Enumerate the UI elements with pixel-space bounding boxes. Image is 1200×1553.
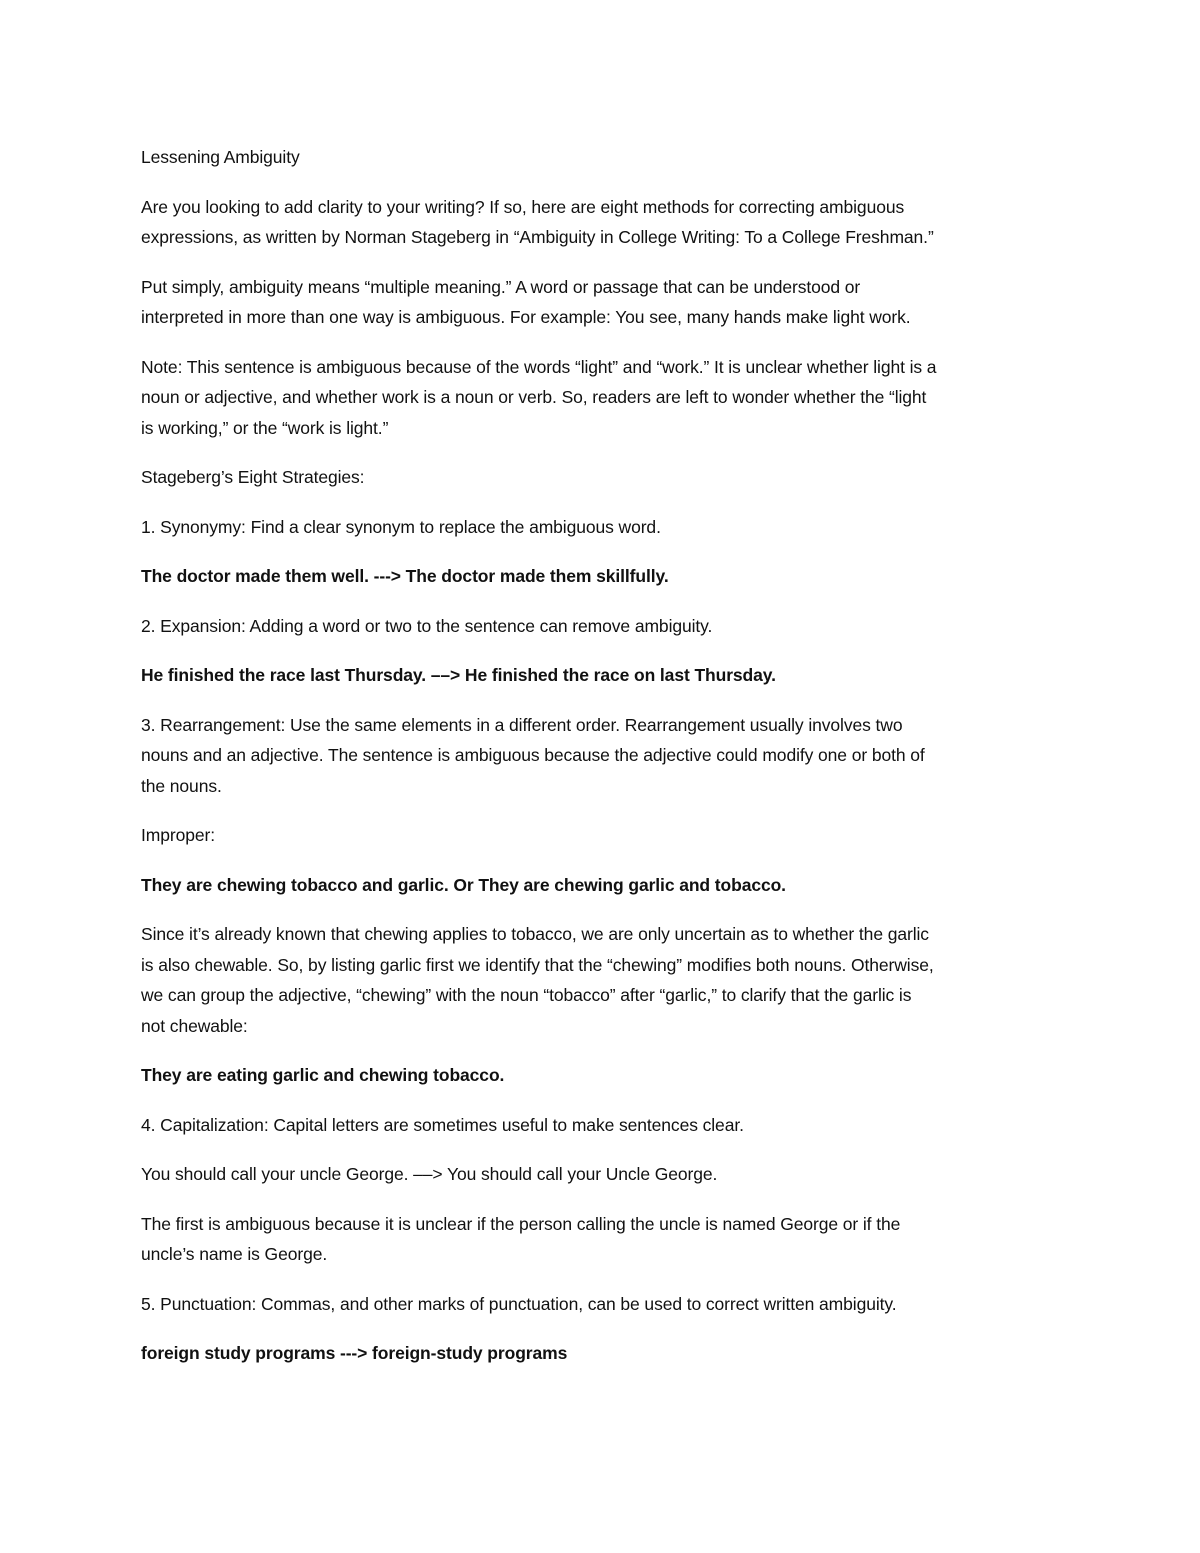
explanation-line: uncle’s name is George. — [141, 1244, 328, 1264]
strategy-3-line: the nouns. — [141, 775, 222, 796]
document-body — [141, 142, 1061, 1388]
improper-example-text: They are chewing tobacco and garlic. Or They are chewing garlic and tobacco. — [141, 874, 786, 895]
explanation-line: we can group the adjective, “chewing” with the noun “tobacco” after “garlic,” to clarify that the garlic is — [141, 985, 912, 1005]
strategy-3 — [141, 710, 1061, 802]
intro-line: Are you looking to add clarity to your writing? If so, here are eight methods for correcting ambiguous — [141, 196, 905, 217]
strategy-4-example-text: You should call your uncle George. ––> You should call your Uncle George. — [141, 1164, 718, 1184]
document-title — [141, 142, 1061, 173]
strategy-5-example — [141, 1338, 1061, 1369]
strategies-heading — [141, 462, 1061, 493]
strategy-1-example — [141, 561, 1061, 592]
strategy-3-example — [141, 1060, 1061, 1091]
strategies-heading-text: Stageberg’s Eight Strategies: — [141, 467, 365, 487]
strategy-4 — [141, 1110, 1061, 1141]
explanation-line: The first is ambiguous because it is unclear if the person calling the uncle is named George or if the — [141, 1213, 901, 1234]
explanation-line: is also chewable. So, by listing garlic first we identify that the “chewing” modifies both nouns. Otherwise, — [141, 954, 934, 975]
improper-label — [141, 820, 1061, 851]
strategy-5-text: 5. Punctuation: Commas, and other marks of punctuation, can be used to correct written ambiguity. — [141, 1293, 897, 1314]
strategy-2-text: 2. Expansion: Adding a word or two to the sentence can remove ambiguity. — [141, 615, 713, 636]
strategy-3-explanation — [141, 919, 1061, 1041]
strategy-1-example-text: The doctor made them well. ---> The doctor made them skillfully. — [141, 566, 669, 586]
note-paragraph — [141, 352, 1061, 444]
strategy-3-example-text: They are eating garlic and chewing tobacco. — [141, 1065, 505, 1085]
intro-paragraph — [141, 192, 1061, 253]
strategy-4-example — [141, 1159, 1061, 1190]
strategy-2-example — [141, 660, 1061, 691]
strategy-3-line: 3. Rearrangement: Use the same elements in a different order. Rearrangement usually involves two — [141, 714, 903, 735]
improper-example — [141, 870, 1061, 901]
definition-line: interpreted in more than one way is ambiguous. For example: You see, many hands make light work. — [141, 307, 911, 327]
strategy-2-example-text: He finished the race last Thursday. ––> He finished the race on last Thursday. — [141, 665, 776, 685]
note-line: is working,” or the “work is light.” — [141, 417, 389, 438]
strategy-3-line: nouns and an adjective. The sentence is ambiguous because the adjective could modify one or both of — [141, 745, 925, 765]
title-text: Lessening Ambiguity — [141, 147, 300, 167]
explanation-line: Since it’s already known that chewing applies to tobacco, we are only uncertain as to whether the garlic — [141, 924, 929, 944]
definition-line: Put simply, ambiguity means “multiple meaning.” A word or passage that can be understood or — [141, 276, 861, 297]
strategy-5 — [141, 1289, 1061, 1320]
strategy-4-text: 4. Capitalization: Capital letters are sometimes useful to make sentences clear. — [141, 1114, 744, 1135]
note-line: Note: This sentence is ambiguous because of the words “light” and “work.” It is unclear whether light is a — [141, 356, 937, 377]
strategy-1 — [141, 512, 1061, 543]
explanation-line: not chewable: — [141, 1015, 248, 1036]
strategy-5-example-text: foreign study programs ---> foreign-study programs — [141, 1343, 568, 1363]
strategy-1-text: 1. Synonymy: Find a clear synonym to replace the ambiguous word. — [141, 516, 661, 537]
strategy-2 — [141, 611, 1061, 642]
strategy-4-explanation — [141, 1209, 1061, 1270]
definition-paragraph — [141, 272, 1061, 333]
note-line: noun or adjective, and whether work is a noun or verb. So, readers are left to wonder whether the “light — [141, 387, 927, 407]
improper-label-text: Improper: — [141, 825, 215, 845]
intro-line: expressions, as written by Norman Stageberg in “Ambiguity in College Writing: To a College Freshman.” — [141, 227, 934, 247]
